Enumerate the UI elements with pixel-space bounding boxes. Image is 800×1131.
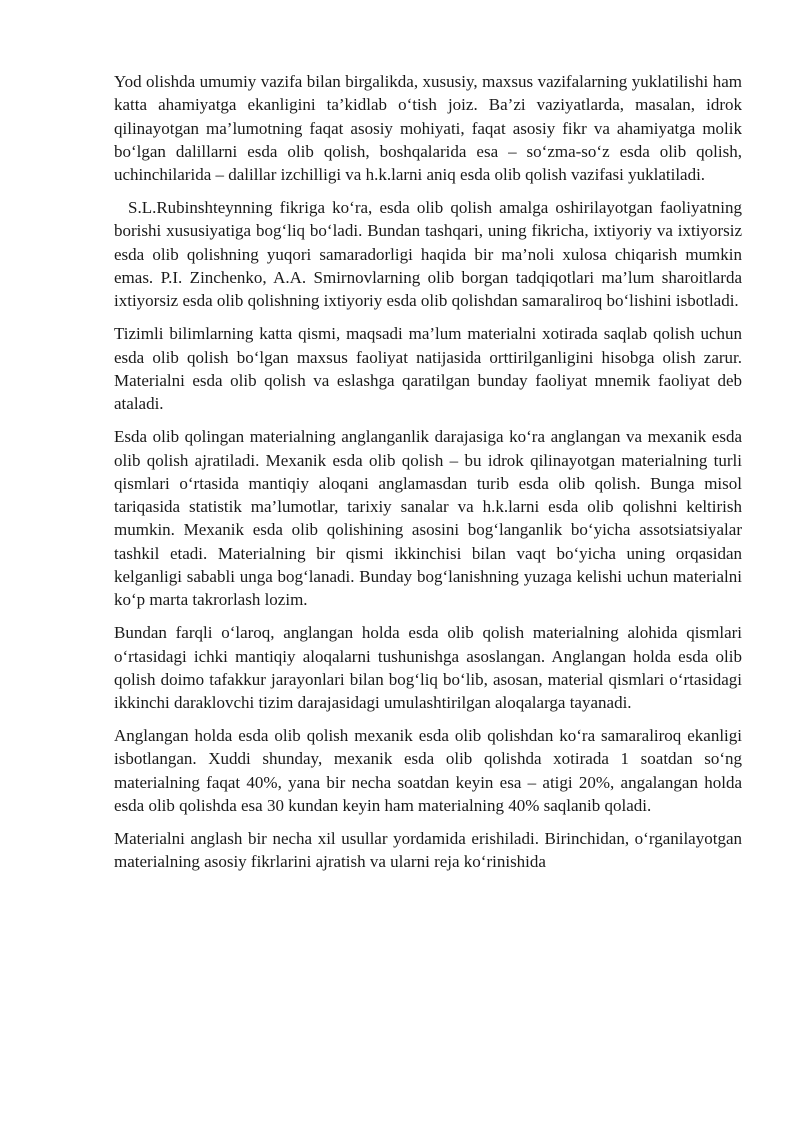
paragraph-4: Esda olib qolingan materialning anglanganlik darajasiga ko‘ra anglangan va mexanik esda olib qolish ajratiladi. Mexanik esda olib qolish – bu idrok qilinayotgan materialning turli qismlari o‘rtasida mantiqiy aloqani anglamasdan turib esda olib qolish. Bunga misol tariqasida statistik ma’lumotlar, tarixiy sanalar va h.k.larni esda olib qolishni keltirish mumkin. Mexanik esda olib qolishining asosini bog‘langanlik bo‘yicha assotsiatsiyalar tashkil etadi. Materialning bir qismi ikkinchisi bilan vaqt bo‘yicha uning orqasidan kelganligi sababli unga bog‘lanadi. Bunday bog‘lanishning yuzaga kelishi uchun materialni ko‘p marta takrorlash lozim. bbox=[114, 427, 742, 610]
paragraph-6: Anglangan holda esda olib qolish mexanik esda olib qolishdan ko‘ra samaraliroq ekanligi isbotlangan. Xuddi shunday, mexanik esda olib qolishda xotirada 1 soatdan so‘ng materialning faqat 40%, yana bir necha soatdan keyin esa – atigi 20%, angalangan holda esda olib qolishda esa 30 kundan keyin ham materialning 40% saqlanib qoladi. bbox=[114, 726, 742, 816]
document-page bbox=[114, 70, 742, 883]
paragraph-1: Yod olishda umumiy vazifa bilan birgalikda, xususiy, maxsus vazifalarning yuklatilishi ham katta ahamiyatga ekanligini ta’kidlab o‘tish joiz. Ba’zi vaziyatlarda, masalan, idrok qilinayotgan ma’lumotning faqat asosiy mohiyati, faqat asosiy fikr va ahamiyatga molik bo‘lgan dalillarni esda olib qolish, boshqalarida esa – so‘zma-so‘z esda olib qolish, uchinchilarida – dalillar izchilligi va h.k.larni aniq esda olib qolish vazifasi yuklatiladi. bbox=[114, 72, 742, 185]
paragraph-5: Bundan farqli o‘laroq, anglangan holda esda olib qolish materialning alohida qismlari o‘rtasidagi ichki mantiqiy aloqalarni tushunishga asoslangan. Anglangan holda esda olib qolish doimo tafakkur jarayonlari bilan bog‘liq bo‘lib, asosan, material qismlari o‘rtasidagi ikkinchi daraklovchi tizim darajasidagi umulashtirilgan aloqalarga tayanadi. bbox=[114, 623, 742, 713]
paragraph-3: Tizimli bilimlarning katta qismi, maqsadi ma’lum materialni xotirada saqlab qolish uchun esda olib qolish bo‘lgan maxsus faoliyat natijasida orttirilganligini hisobga olish zarur. Materialni esda olib qolish va eslashga qaratilgan bunday faoliyat mnemik faoliyat deb ataladi. bbox=[114, 324, 742, 414]
paragraph-2: S.L.Rubinshteynning fikriga ko‘ra, esda olib qolish amalga oshirilayotgan faoliyatning borishi xususiyatiga bog‘liq bo‘ladi. Bundan tashqari, uning fikricha, ixtiyoriy va ixtiyorsiz esda olib qolishning yuqori samaradorligi haqida bir ma’noli xulosa chiqarish mumkin emas. P.I. Zinchenko, A.A. Smirnovlarning olib borgan tadqiqotlari ma’lum sharoitlarda ixtiyorsiz esda olib qolishning ixtiyoriy esda olib qolishdan samaraliroq bo‘lishini isbotladi. bbox=[114, 198, 742, 311]
paragraph-7: Materialni anglash bir necha xil usullar yordamida erishiladi. Birinchidan, o‘rganilayotgan materialning asosiy fikrlarini ajratish va ularni reja ko‘rinishida bbox=[114, 829, 742, 872]
